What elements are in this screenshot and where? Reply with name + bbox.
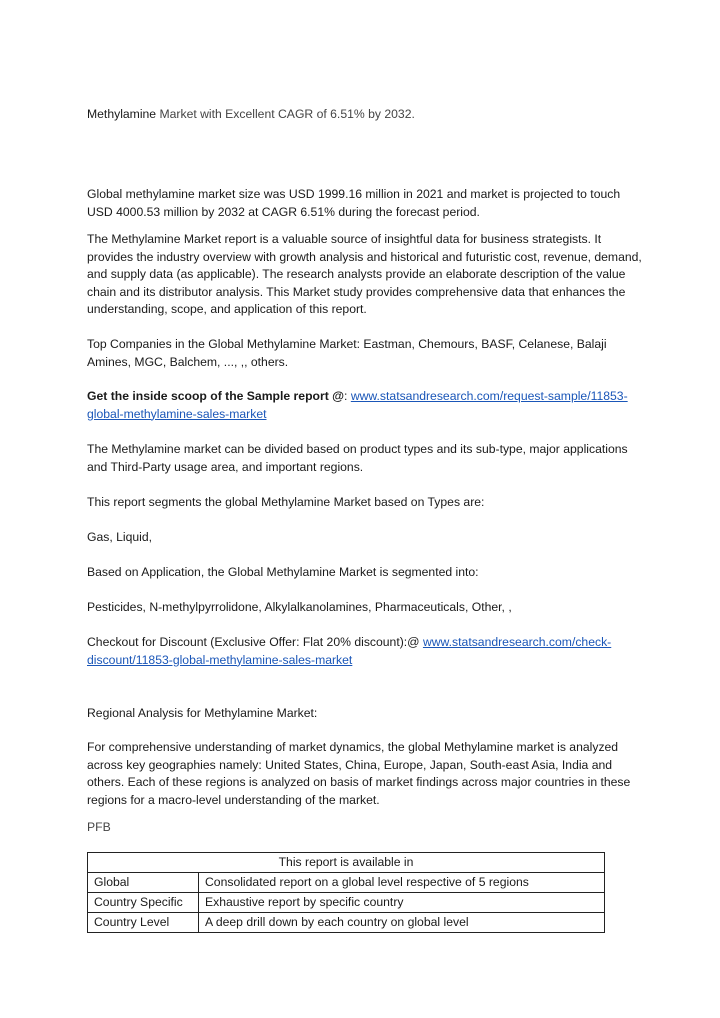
table-cell-value: Consolidated report on a global level respective of 5 regions [199,873,605,893]
table-cell-label: Country Specific [88,893,199,913]
title-prefix: Methylamine [87,107,157,121]
segments-application-paragraph: Based on Application, the Global Methylamine Market is segmented into: [87,565,479,579]
report-description-paragraph: The Methylamine Market report is a valuable source of insightful data for business strategists. It provides the industry overview with growth analysis and historical and futuristic cost, revenue, demand, and supply data (as applicable). The research analysts provide an elaborate description of the value chain and its distributor analysis. This Market study provides comprehensive data that enhances the understanding, scope, and application of this report. [87,232,642,317]
regional-analysis-heading: Regional Analysis for Methylamine Market: [87,706,318,720]
market-size-paragraph: Global methylamine market size was USD 1999.16 million in 2021 and market is projected to touch USD 4000.53 million by 2032 at CAGR 6.51% during the forecast period. [87,187,621,219]
applications-list: Pesticides, N-methylpyrrolidone, Alkylalkanolamines, Pharmaceuticals, Other, , [87,600,512,614]
regional-analysis-paragraph: For comprehensive understanding of market dynamics, the global Methylamine market is analyzed across key geographies namely: United States, China, Europe, Japan, South-east Asia, India and others. Each of these regions is analyzed on basis of market findings across major countries in these regions for a macro-level understanding of the market. [87,740,631,807]
sample-report-paragraph [87,388,647,423]
table-cell-label: Global [88,873,199,893]
segments-types-paragraph: This report segments the global Methylamine Market based on Types are: [87,495,485,509]
discount-label: Checkout for Discount (Exclusive Offer: Flat 20% discount):@ [87,635,423,649]
table-row [88,873,605,893]
title-suffix: Market with Excellent CAGR of 6.51% by 2032. [156,107,415,121]
table-cell-label: Country Level [88,913,199,933]
table-row [88,893,605,913]
sample-report-link[interactable]: www.statsandresearch.com/request-sample/11853-global-methylamine-sales-market [87,389,628,421]
sample-report-label: Get the inside scoop of the Sample report @ [87,389,345,403]
availability-table [87,852,605,933]
divided-paragraph: The Methylamine market can be divided based on product types and its sub-type, major applications and Third-Party usage area, and important regions. [87,442,628,474]
types-list: Gas, Liquid, [87,530,153,544]
doc-title [87,106,647,124]
table-row [88,913,605,933]
table-cell-value: Exhaustive report by specific country [199,893,605,913]
table-header: This report is available in [88,853,605,873]
table-header-row [88,853,605,873]
pfb-text: PFB [87,820,111,834]
discount-paragraph [87,634,647,669]
discount-link[interactable]: www.statsandresearch.com/check-discount/11853-global-methylamine-sales-market [87,635,612,667]
sample-report-separator: : [344,389,351,403]
table-cell-value: A deep drill down by each country on global level [199,913,605,933]
top-companies-paragraph: Top Companies in the Global Methylamine Market: Eastman, Chemours, BASF, Celanese, Balaji Amines, MGC, Balchem, ..., ,, others. [87,337,607,369]
